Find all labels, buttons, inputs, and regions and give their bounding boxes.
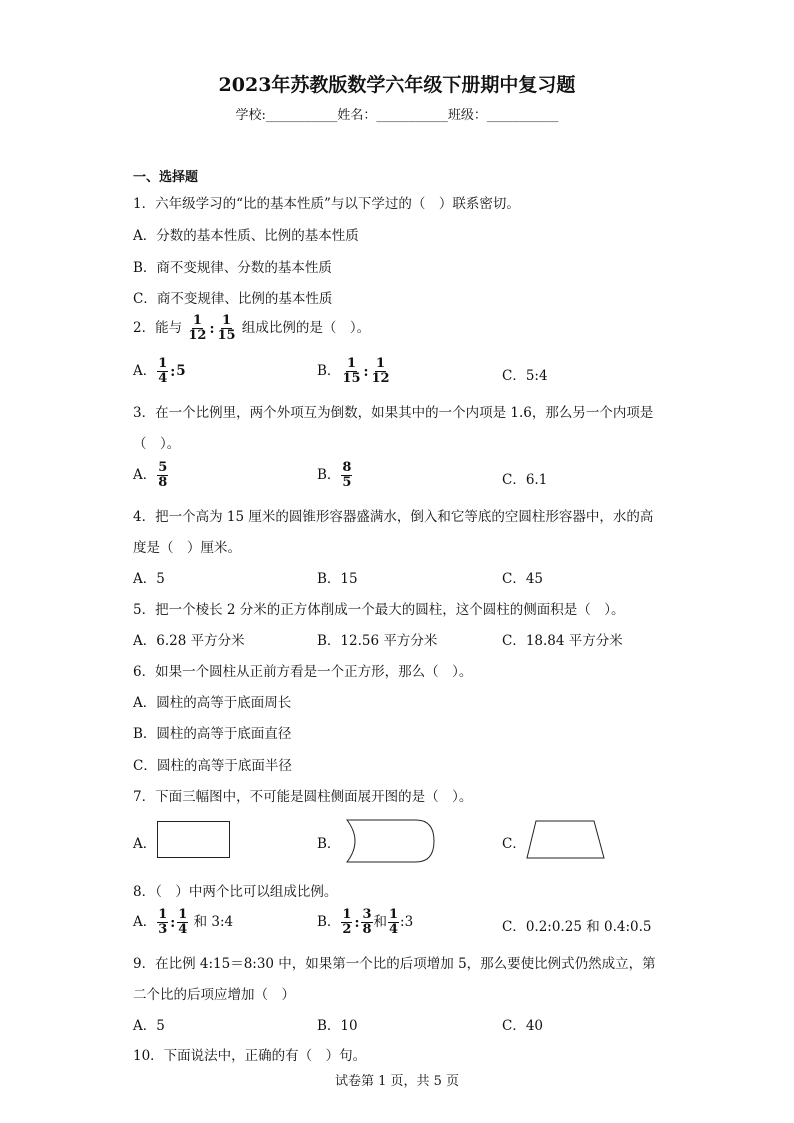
page-title: 2023年苏教版数学六年级下册期中复习题 [218, 74, 576, 96]
q9-stem-line1: 9．在比例 4:15＝8:30 中，如果第一个比的后项增加 5，那么要使比例式仍然成立，第 [133, 956, 656, 972]
q7-stem: 7．下面三幅图中，不可能是圆柱侧面展开图的是（ ）。 [133, 789, 473, 805]
q2-b-fraction-1: $\frac{1}{15}$ [342, 356, 361, 386]
q3-option-c: C．6.1 [502, 472, 548, 488]
q7-rectangle-figure [157, 821, 231, 859]
q3-stem-line1: 3．在一个比例里，两个外项互为倒数，如果其中的一个内项是 1.6，那么另一个内项是 [133, 405, 654, 421]
q8-option-a: A． $\frac{1}{3}$ : $\frac{1}{4}$ 和 3:4 [133, 907, 234, 937]
q4-option-c: C．45 [502, 571, 544, 587]
q1-option-a: A．分数的基本性质、比例的基本性质 [133, 228, 359, 244]
q9-option-c: C．40 [502, 1018, 544, 1034]
q9-option-a: A．5 [133, 1018, 165, 1034]
q2-option-c: C．5:4 [502, 368, 548, 384]
q8-option-c: C．0.2:0.25 和 0.4:0.5 [502, 919, 652, 935]
q4-stem-line1: 4．把一个高为 15 厘米的圆锥形容器盛满水，倒入和它等底的空圆柱形容器中，水的高 [133, 509, 654, 525]
q5-option-a: A．6.28 平方分米 [133, 633, 245, 649]
page-footer: 试卷第 1 页，共 5 页 [334, 1074, 460, 1089]
q2-stem: 2．能与 $\frac{1}{12}$ : $\frac{1}{15}$ 组成比例的是（ ）。 [133, 313, 371, 343]
q7-option-b-label: B． [317, 836, 341, 852]
q2-option-a: A． $\frac{1}{4}$ :5 [133, 356, 186, 386]
q1-stem: 1．六年级学习的“比的基本性质”与以下学过的（ ）联系密切。 [133, 196, 520, 212]
q1-option-b: B．商不变规律、分数的基本性质 [133, 260, 332, 276]
q2-option-b: B． $\frac{1}{15}$ : $\frac{1}{12}$ [317, 356, 390, 386]
q7-trapezoid-figure [526, 820, 606, 860]
q5-stem: 5．把一个棱长 2 分米的正方体削成一个最大的圆柱，这个圆柱的侧面积是（ ）。 [133, 602, 625, 618]
q3-stem-line2: （ ）。 [133, 436, 181, 452]
q5-option-b: B．12.56 平方分米 [317, 633, 438, 649]
section-heading: 一、选择题 [133, 170, 199, 185]
q7-option-c-label: C． [502, 836, 526, 852]
q4-option-b: B．15 [317, 571, 358, 587]
q2-stem-post: 组成比例的是（ ）。 [241, 320, 371, 336]
q6-option-b: B．圆柱的高等于底面直径 [133, 726, 292, 742]
q1-option-c: C．商不变规律、比例的基本性质 [133, 291, 333, 307]
q2-stem-pre: 2．能与 [133, 320, 183, 336]
q10-stem: 10．下面说法中，正确的有（ ）句。 [133, 1048, 367, 1064]
q6-stem: 6．如果一个圆柱从正前方看是一个正方形，那么（ ）。 [133, 664, 473, 680]
q3-option-a: A． $\frac{5}{8}$ [133, 460, 168, 490]
q8-option-b: B． $\frac{1}{2}$ : $\frac{3}{8}$ 和 $\frac{1}{4}$ :3 [317, 907, 414, 937]
q6-option-a: A．圆柱的高等于底面周长 [133, 695, 292, 711]
q4-option-a: A．5 [133, 571, 165, 587]
q3-option-b: B． $\frac{8}{5}$ [317, 460, 352, 490]
q5-option-c: C．18.84 平方分米 [502, 633, 623, 649]
q9-stem-line2: 二个比的后项应增加（ ） [133, 987, 295, 1003]
q2-fraction-1: $\frac{1}{12}$ [188, 313, 207, 343]
q9-option-b: B．10 [317, 1018, 358, 1034]
q7-curved-figure [344, 819, 436, 863]
q6-option-c: C．圆柱的高等于底面半径 [133, 758, 292, 774]
q2-b-fraction-2: $\frac{1}{12}$ [371, 356, 390, 386]
q4-stem-line2: 度是（ ）厘米。 [133, 540, 241, 556]
student-info-line: 学校:___________姓名：___________班级：___________ [235, 108, 559, 123]
q2-a-fraction: $\frac{1}{4}$ [158, 356, 168, 386]
q7-option-a-label: A． [133, 836, 157, 852]
q8-stem: 8．（ ）中两个比可以组成比例。 [133, 884, 338, 900]
q2-fraction-2: $\frac{1}{15}$ [217, 313, 236, 343]
